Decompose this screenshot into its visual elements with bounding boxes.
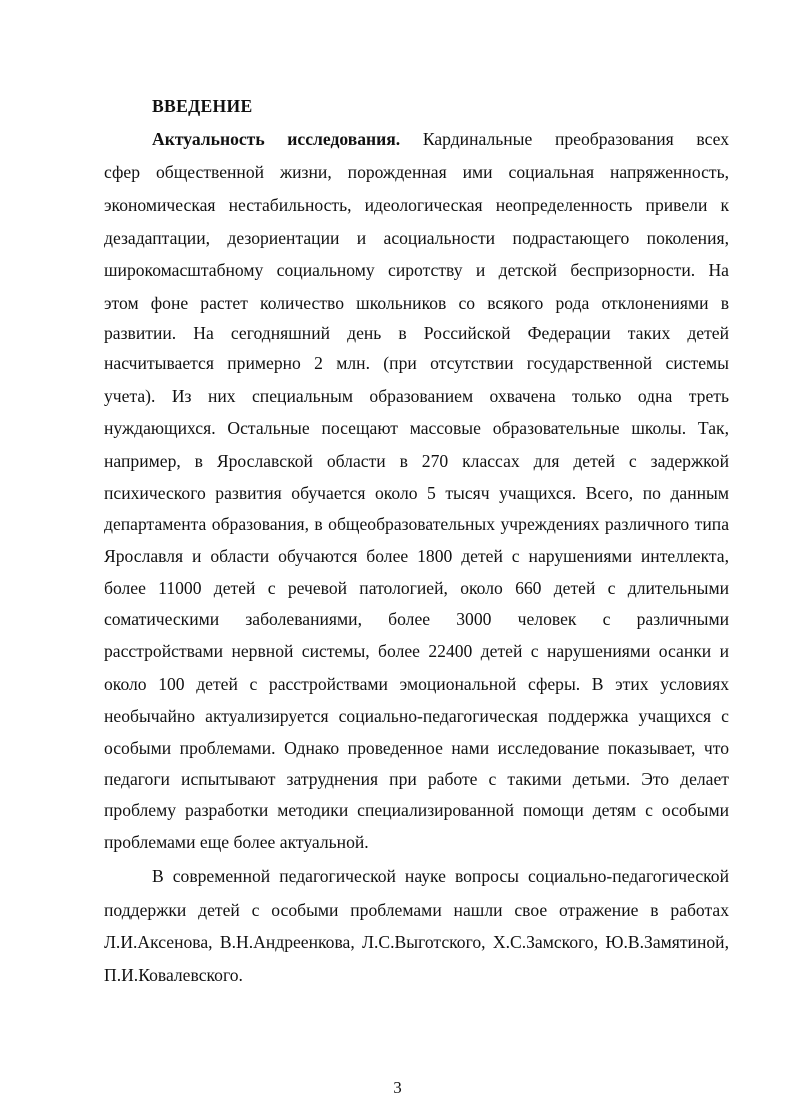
paragraph-1-line-6: этом фоне растет количество школьников со всякого рода отклонениями в <box>104 293 729 313</box>
paragraph-1-line-21: педагоги испытывают затруднения при работе с такими детьми. Это делает <box>104 769 729 789</box>
paragraph-1-line-2: сфер общественной жизни, порожденная ими социальная напряженность, <box>104 162 729 182</box>
paragraph-2-line-2: поддержки детей с особыми проблемами нашли свое отражение в работах <box>104 900 729 920</box>
paragraph-1-line-20: особыми проблемами. Однако проведенное нами исследование показывает, что <box>104 738 729 758</box>
paragraph-1-line-10: нуждающихся. Остальные посещают массовые образовательные школы. Так, <box>104 418 729 438</box>
paragraph-2-line-1: В современной педагогической науке вопросы социально-педагогической <box>152 866 729 886</box>
paragraph-1-line-22: проблему разработки методики специализированной помощи детям с особыми <box>104 800 729 820</box>
paragraph-1-line-13: департамента образования, в общеобразовательных учреждениях различного типа <box>104 514 729 534</box>
paragraph-1-line-1 <box>152 127 729 151</box>
paragraph-1-line-3: экономическая нестабильность, идеологическая неопределенность привели к <box>104 195 729 215</box>
paragraph-1-line-7: развитии. На сегодняшний день в Российской Федерации таких детей <box>104 323 729 343</box>
paragraph-1-line-12: психического развития обучается около 5 тысяч учащихся. Всего, по данным <box>104 483 729 503</box>
paragraph-1-line-8: насчитывается примерно 2 млн. (при отсутствии государственной системы <box>104 353 729 373</box>
paragraph-1-line-14: Ярославля и области обучаются более 1800 детей с нарушениями интеллекта, <box>104 546 729 566</box>
paragraph-1-line-11: например, в Ярославской области в 270 классах для детей с задержкой <box>104 451 729 471</box>
paragraph-2-line-4: П.И.Ковалевского. <box>104 965 243 985</box>
paragraph-1-line-15: более 11000 детей с речевой патологией, около 660 детей с длительными <box>104 578 729 598</box>
paragraph-1-line-4: дезадаптации, дезориентации и асоциальности подрастающего поколения, <box>104 228 729 248</box>
paragraph-1-line-18: около 100 детей с расстройствами эмоциональной сферы. В этих условиях <box>104 674 729 694</box>
paragraph-1-line-17: расстройствами нервной системы, более 22400 детей с нарушениями осанки и <box>104 641 729 661</box>
section-heading: ВВЕДЕНИЕ <box>152 96 253 116</box>
paragraph-1-line-16: соматическими заболеваниями, более 3000 человек с различными <box>104 609 729 629</box>
paragraph-1-line-19: необычайно актуализируется социально-педагогическая поддержка учащихся с <box>104 706 729 726</box>
paragraph-1-line-23: проблемами еще более актуальной. <box>104 832 369 852</box>
page-number: 3 <box>393 1078 402 1097</box>
paragraph-2-line-3: Л.И.Аксенова, В.Н.Андреенкова, Л.С.Выготского, Х.С.Замского, Ю.В.Замятиной, <box>104 932 729 952</box>
paragraph-1-line-1-text: Кардинальные преобразования всех <box>400 129 729 149</box>
paragraph-1-line-5: широкомасштабному социальному сиротству и детской беспризорности. На <box>104 260 729 280</box>
paragraph-1-line-9: учета). Из них специальным образованием охвачена только одна треть <box>104 386 729 406</box>
lead-bold-phrase: Актуальность исследования. <box>152 129 401 149</box>
